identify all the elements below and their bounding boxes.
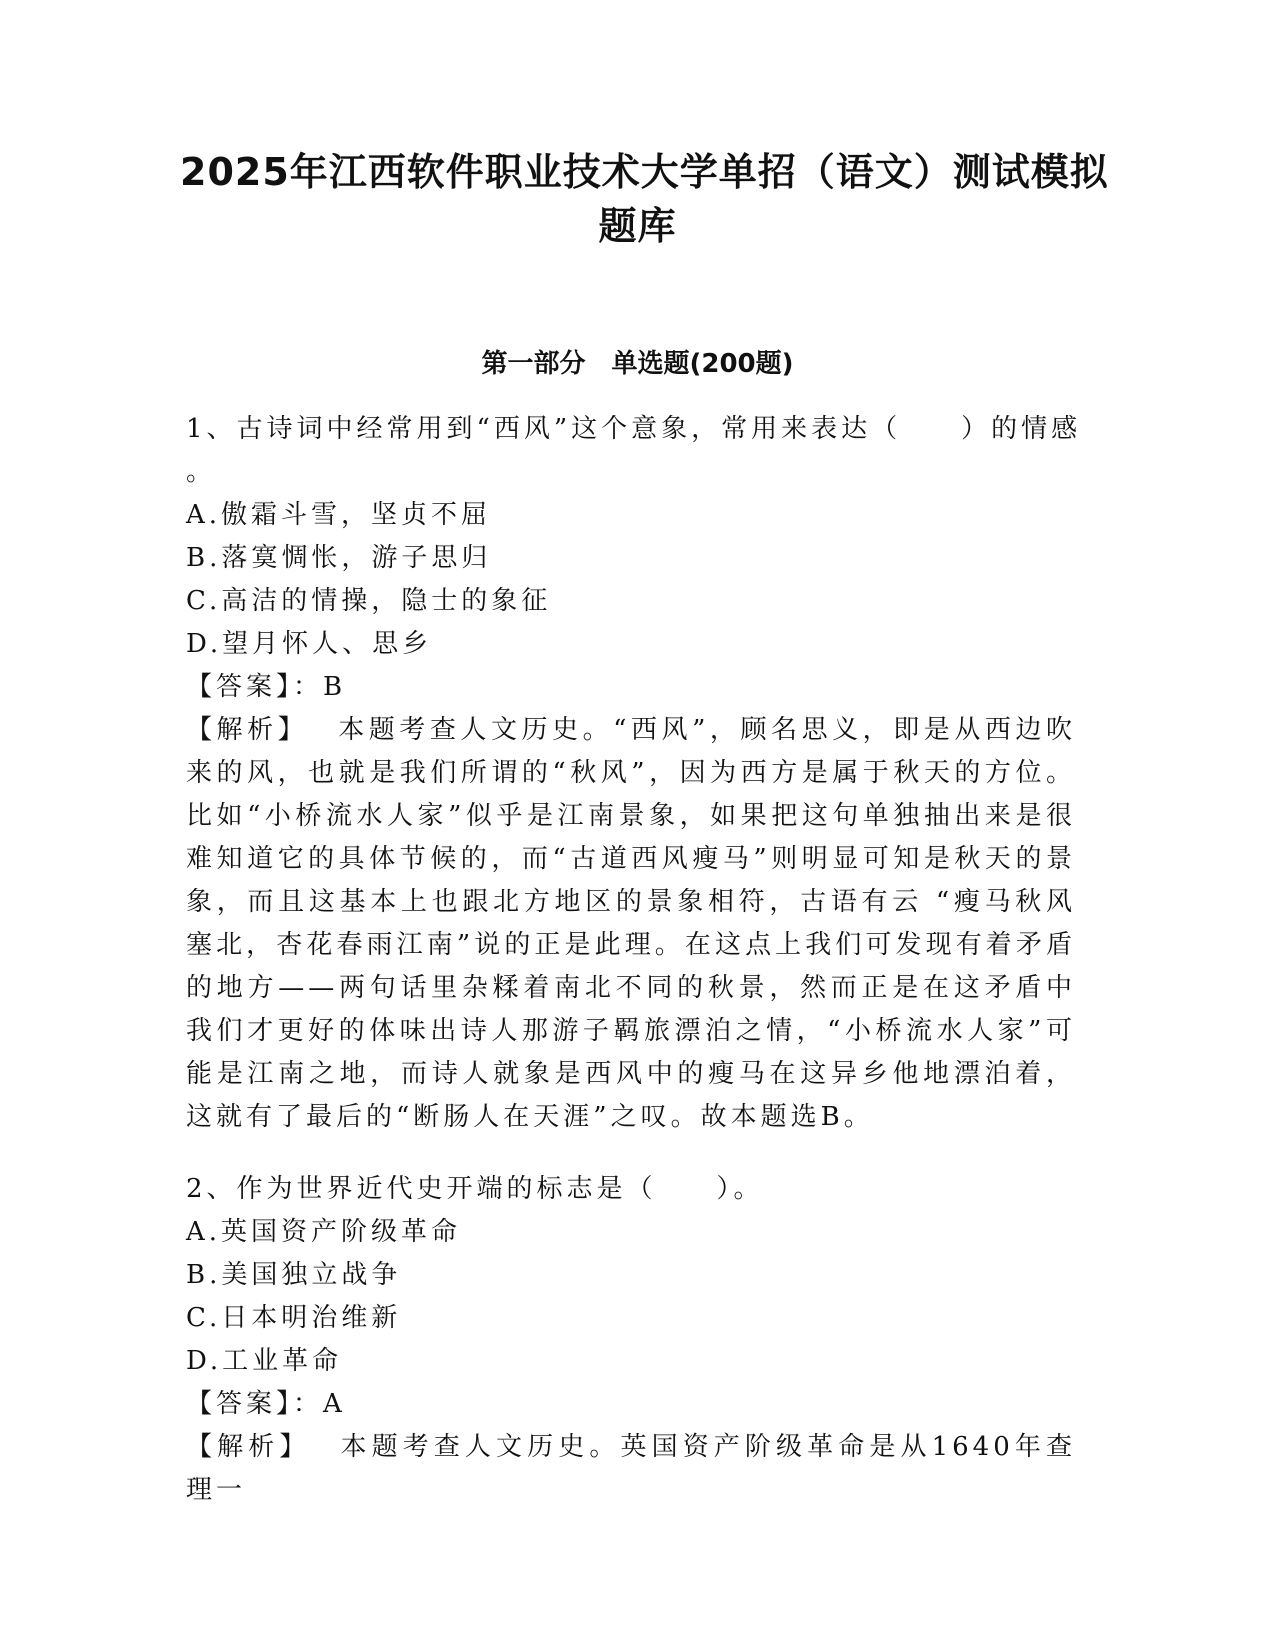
document-title <box>180 145 1109 253</box>
analysis-label: 【解析】 <box>186 1432 311 1462</box>
analysis-text: 本题考查人文历史。英国资产阶级革命是从1640年查理一 <box>186 1432 1076 1505</box>
option-a: A.傲霜斗雪，坚贞不屈 <box>186 500 492 530</box>
analysis-text: 本题考查人文历史。“西风”，顾名思义，即是从西边吹来的风，也就是我们所谓的“秋风”，因为西方是属于秋天的方位。比如“小桥流水人家”似乎是江南景象，如果把这句单独抽出来是很难知道它的具体节候的，而“古道西风瘦马”则明显可知是秋天的景象，而且这基本上也跟北方地区的景象相符，古语有云 “瘦马秋风塞北，杏花春雨江南”说的正是此理。在这点上我们可发现有着矛盾的地方——两句话里杂糅着南北不同的秋景，然而正是在这矛盾中我们才更好的体味出诗人那游子羁旅漂泊之情，“小桥流水人家”可能是江南之地，而诗人就象是西风中的瘦马在这异乡他地漂泊着，这就有了最后的“断肠人在天涯”之叹。故本题选B。 <box>186 715 1076 1132</box>
option-d: D.工业革命 <box>186 1346 343 1376</box>
option-b: B.落寞惆怅，游子思归 <box>186 543 492 573</box>
option-a: A.英国资产阶级革命 <box>186 1217 462 1247</box>
question-stem: 1、古诗词中经常用到“西风”这个意象，常用来表达（ ）的情感 <box>186 414 1082 444</box>
question-2 <box>186 1168 1076 1512</box>
title-line-1: 2025年江西软件职业技术大学单招（语文）测试模拟 <box>180 150 1109 194</box>
analysis-label: 【解析】 <box>186 715 309 745</box>
option-c: C.高洁的情操，隐士的象征 <box>186 586 552 616</box>
answer-line <box>186 666 1076 709</box>
option-c: C.日本明治维新 <box>186 1303 402 1333</box>
answer-value: ：B <box>293 672 347 702</box>
question-stem-continued: 。 <box>186 457 217 487</box>
section-heading: 第一部分 单选题(200题) <box>481 349 794 379</box>
analysis-paragraph <box>186 709 1076 1139</box>
answer-label: 【答案】 <box>186 672 294 702</box>
answer-line <box>186 1383 1076 1426</box>
question-stem: 2、作为世界近代史开端的标志是（ ）。 <box>186 1174 764 1204</box>
answer-label: 【答案】 <box>186 1389 294 1419</box>
analysis-paragraph <box>186 1426 1076 1512</box>
question-1 <box>186 408 1082 1139</box>
title-line-2: 题库 <box>598 204 677 248</box>
answer-value: ：A <box>293 1389 346 1419</box>
option-b: B.美国独立战争 <box>186 1260 402 1290</box>
option-d: D.望月怀人、思乡 <box>186 629 433 659</box>
